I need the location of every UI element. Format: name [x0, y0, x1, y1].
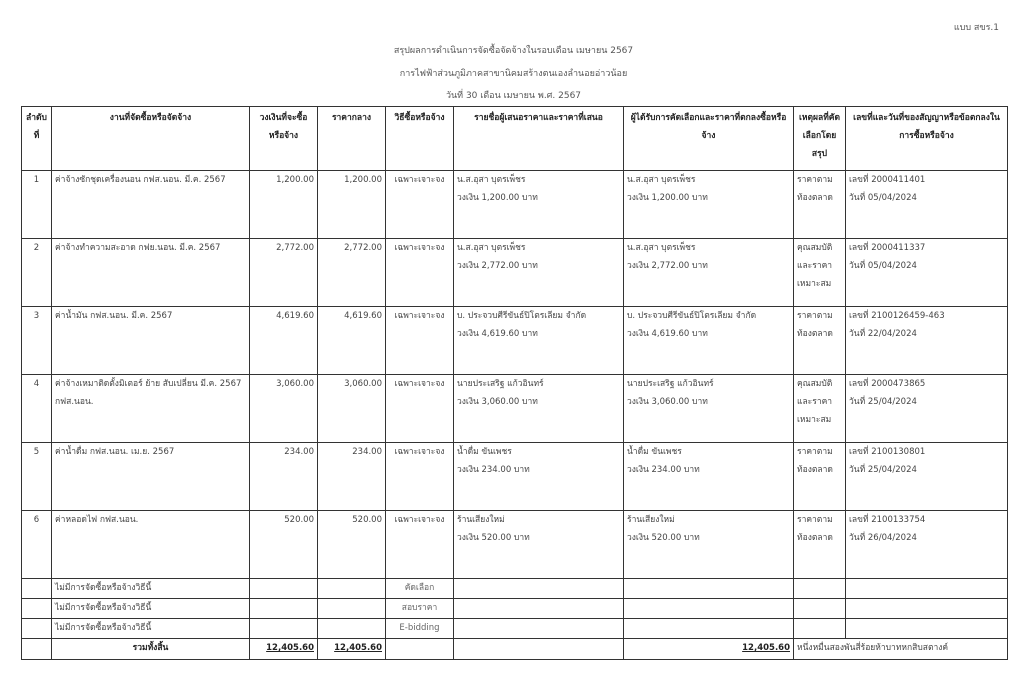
cell-method: เฉพาะเจาะจง	[386, 511, 454, 579]
table-header-row	[22, 107, 1008, 171]
contract-number: เลขที่ 2100130801	[849, 447, 926, 457]
cell-bidder	[454, 239, 624, 307]
cell-no: 3	[22, 307, 52, 375]
contract-date: วันที่ 25/04/2024	[849, 465, 917, 475]
contract-date: วันที่ 22/04/2024	[849, 329, 917, 339]
col-header-method: วิธีซื้อหรือจ้าง	[386, 107, 454, 171]
cell-empty	[318, 599, 386, 619]
cell-work: ค่าน้ำมัน กฟส.นอน. มี.ค. 2567	[52, 307, 250, 375]
cell-empty	[454, 639, 624, 660]
table-row	[22, 375, 1008, 443]
table-row	[22, 443, 1008, 511]
table-row-total	[22, 639, 1008, 660]
cell-empty	[318, 619, 386, 639]
table-row-none	[22, 579, 1008, 599]
report-title: สรุปผลการดำเนินการจัดซื้อจัดจ้างในรอบเดือน เมษายน 2567	[393, 46, 634, 56]
winner-amount: วงเงิน 4,619.60 บาท	[627, 329, 708, 339]
cell-none-text: ไม่มีการจัดซื้อหรือจ้างวิธีนี้	[52, 599, 250, 619]
report-date: วันที่ 30 เดือน เมษายน พ.ศ. 2567	[445, 91, 582, 101]
cell-empty	[846, 619, 1008, 639]
winner-name: บ. ประจวบศีรีขันธ์ปิโตรเลียม จำกัด	[627, 311, 757, 321]
table-row	[22, 307, 1008, 375]
col-header-mid-price: ราคากลาง	[318, 107, 386, 171]
cell-empty	[250, 619, 318, 639]
winner-amount: วงเงิน 2,772.00 บาท	[627, 261, 708, 271]
cell-no: 1	[22, 171, 52, 239]
cell-reason: คุณสมบัติและราคาเหมาะสม	[794, 375, 846, 443]
cell-empty	[22, 599, 52, 619]
cell-empty	[624, 579, 794, 599]
bidder-amount: วงเงิน 3,060.00 บาท	[457, 397, 538, 407]
cell-reason: ราคาตามท้องตลาด	[794, 171, 846, 239]
contract-number: เลขที่ 2000411401	[849, 175, 926, 185]
cell-winner	[624, 239, 794, 307]
cell-empty	[22, 579, 52, 599]
cell-empty	[454, 579, 624, 599]
bidder-amount: วงเงิน 1,200.00 บาท	[457, 193, 538, 203]
cell-empty	[386, 639, 454, 660]
cell-method: เฉพาะเจาะจง	[386, 171, 454, 239]
cell-method: เฉพาะเจาะจง	[386, 307, 454, 375]
col-header-reason: เหตุผลที่คัดเลือกโดยสรุป	[794, 107, 846, 171]
bidder-amount: วงเงิน 4,619.60 บาท	[457, 329, 538, 339]
bidder-amount: วงเงิน 234.00 บาท	[457, 465, 530, 475]
contract-date: วันที่ 05/04/2024	[849, 193, 917, 203]
winner-amount: วงเงิน 520.00 บาท	[627, 533, 700, 543]
cell-work: ค่าจ้างซักชุดเครื่องนอน กฟส.นอน. มี.ค. 2567	[52, 171, 250, 239]
cell-contract	[846, 239, 1008, 307]
bidder-amount: วงเงิน 2,772.00 บาท	[457, 261, 538, 271]
bidder-name: น.ส.อุสา บุตรเพ็ชร	[457, 243, 526, 253]
contract-number: เลขที่ 2000473865	[849, 379, 926, 389]
cell-budget: 234.00	[250, 443, 318, 511]
col-header-winner: ผู้ได้รับการคัดเลือกและราคาที่ตกลงซื้อหรือจ้าง	[624, 107, 794, 171]
cell-method: เฉพาะเจาะจง	[386, 443, 454, 511]
table-body	[22, 171, 1008, 660]
cell-work: ค่าจ้างทำความสะอาด กฟย.นอน. มี.ค. 2567	[52, 239, 250, 307]
cell-bidder	[454, 307, 624, 375]
cell-empty	[846, 579, 1008, 599]
total-winner-amount: 12,405.60	[742, 643, 790, 653]
cell-mid-price: 234.00	[318, 443, 386, 511]
cell-winner	[624, 511, 794, 579]
cell-contract	[846, 511, 1008, 579]
cell-winner	[624, 443, 794, 511]
contract-date: วันที่ 05/04/2024	[849, 261, 917, 271]
winner-name: น้ำดื่ม ขันเพชร	[627, 447, 682, 457]
cell-mid-price: 2,772.00	[318, 239, 386, 307]
contract-number: เลขที่ 2000411337	[849, 243, 926, 253]
cell-none-text: ไม่มีการจัดซื้อหรือจ้างวิธีนี้	[52, 619, 250, 639]
col-header-no: ลำดับที่	[22, 107, 52, 171]
cell-budget: 1,200.00	[250, 171, 318, 239]
table-row	[22, 239, 1008, 307]
total-in-words: หนึ่งหมื่นสองพันสี่ร้อยห้าบาทหกสิบสตางค์	[794, 639, 1008, 660]
cell-empty	[250, 579, 318, 599]
contract-number: เลขที่ 2100133754	[849, 515, 926, 525]
contract-number: เลขที่ 2100126459-463	[849, 311, 945, 321]
cell-empty	[22, 639, 52, 660]
col-header-bidders: รายชื่อผู้เสนอราคาและราคาที่เสนอ	[454, 107, 624, 171]
winner-name: น.ส.อุสา บุตรเพ็ชร	[627, 243, 696, 253]
cell-winner	[624, 171, 794, 239]
cell-none-method: สอบราคา	[386, 599, 454, 619]
cell-mid-price: 4,619.60	[318, 307, 386, 375]
cell-budget: 520.00	[250, 511, 318, 579]
cell-reason: ราคาตามท้องตลาด	[794, 443, 846, 511]
col-header-contract: เลขที่และวันที่ของสัญญาหรือข้อตกลงในการซื้อหรือจ้าง	[846, 107, 1008, 171]
cell-contract	[846, 171, 1008, 239]
winner-amount: วงเงิน 3,060.00 บาท	[627, 397, 708, 407]
total-label: รวมทั้งสิ้น	[52, 639, 250, 660]
cell-work: ค่าจ้างเหมาติดตั้งมิเตอร์ ย้าย สับเปลี่ยน มี.ค. 2567 กฟส.นอน.	[52, 375, 250, 443]
table-row	[22, 511, 1008, 579]
winner-name: นายประเสริฐ แก้วอินทร์	[627, 379, 714, 389]
cell-bidder	[454, 171, 624, 239]
table-row	[22, 171, 1008, 239]
col-header-work: งานที่จัดซื้อหรือจัดจ้าง	[52, 107, 250, 171]
cell-empty	[250, 599, 318, 619]
cell-empty	[794, 619, 846, 639]
cell-bidder	[454, 511, 624, 579]
cell-method: เฉพาะเจาะจง	[386, 239, 454, 307]
cell-contract	[846, 307, 1008, 375]
col-header-budget: วงเงินที่จะซื้อหรือจ้าง	[250, 107, 318, 171]
cell-mid-price: 3,060.00	[318, 375, 386, 443]
table-row-none	[22, 599, 1008, 619]
cell-budget: 2,772.00	[250, 239, 318, 307]
total-mid-price: 12,405.60	[334, 643, 382, 653]
table-row-none	[22, 619, 1008, 639]
cell-empty	[318, 579, 386, 599]
winner-name: ร้านเสียงใหม่	[627, 515, 675, 525]
cell-budget: 4,619.60	[250, 307, 318, 375]
cell-empty	[454, 599, 624, 619]
bidder-name: ร้านเสียงใหม่	[457, 515, 505, 525]
winner-name: น.ส.อุสา บุตรเพ็ชร	[627, 175, 696, 185]
cell-reason: ราคาตามท้องตลาด	[794, 511, 846, 579]
bidder-name: บ. ประจวบศีรีขันธ์ปิโตรเลียม จำกัด	[457, 311, 587, 321]
cell-bidder	[454, 443, 624, 511]
cell-no: 5	[22, 443, 52, 511]
cell-empty	[846, 599, 1008, 619]
cell-reason: คุณสมบัติและราคาเหมาะสม	[794, 239, 846, 307]
cell-empty	[454, 619, 624, 639]
cell-mid-price: 520.00	[318, 511, 386, 579]
cell-no: 4	[22, 375, 52, 443]
contract-date: วันที่ 25/04/2024	[849, 397, 917, 407]
cell-contract	[846, 443, 1008, 511]
cell-winner	[624, 307, 794, 375]
organization-name: การไฟฟ้าส่วนภูมิภาคสาขานิคมสร้างตนเองลำนอยอ่าวน้อย	[399, 69, 628, 79]
cell-none-method: E-bidding	[386, 619, 454, 639]
contract-date: วันที่ 26/04/2024	[849, 533, 917, 543]
cell-empty	[794, 599, 846, 619]
bidder-amount: วงเงิน 520.00 บาท	[457, 533, 530, 543]
cell-none-text: ไม่มีการจัดซื้อหรือจ้างวิธีนี้	[52, 579, 250, 599]
cell-work: ค่าน้ำดื่ม กฟส.นอน. เม.ย. 2567	[52, 443, 250, 511]
winner-amount: วงเงิน 1,200.00 บาท	[627, 193, 708, 203]
cell-empty	[794, 579, 846, 599]
cell-contract	[846, 375, 1008, 443]
bidder-name: น.ส.อุสา บุตรเพ็ชร	[457, 175, 526, 185]
cell-none-method: คัดเลือก	[386, 579, 454, 599]
form-code: แบบ สขร.1	[953, 23, 999, 33]
cell-budget: 3,060.00	[250, 375, 318, 443]
cell-work: ค่าหลอดไฟ กฟส.นอน.	[52, 511, 250, 579]
bidder-name: นายประเสริฐ แก้วอินทร์	[457, 379, 544, 389]
cell-reason: ราคาตามท้องตลาด	[794, 307, 846, 375]
cell-no: 2	[22, 239, 52, 307]
winner-amount: วงเงิน 234.00 บาท	[627, 465, 700, 475]
total-budget: 12,405.60	[266, 643, 314, 653]
cell-mid-price: 1,200.00	[318, 171, 386, 239]
bidder-name: น้ำดื่ม ขันเพชร	[457, 447, 512, 457]
cell-bidder	[454, 375, 624, 443]
cell-empty	[624, 619, 794, 639]
procurement-table	[21, 106, 1008, 660]
cell-no: 6	[22, 511, 52, 579]
cell-empty	[22, 619, 52, 639]
cell-empty	[624, 599, 794, 619]
cell-winner	[624, 375, 794, 443]
cell-method: เฉพาะเจาะจง	[386, 375, 454, 443]
